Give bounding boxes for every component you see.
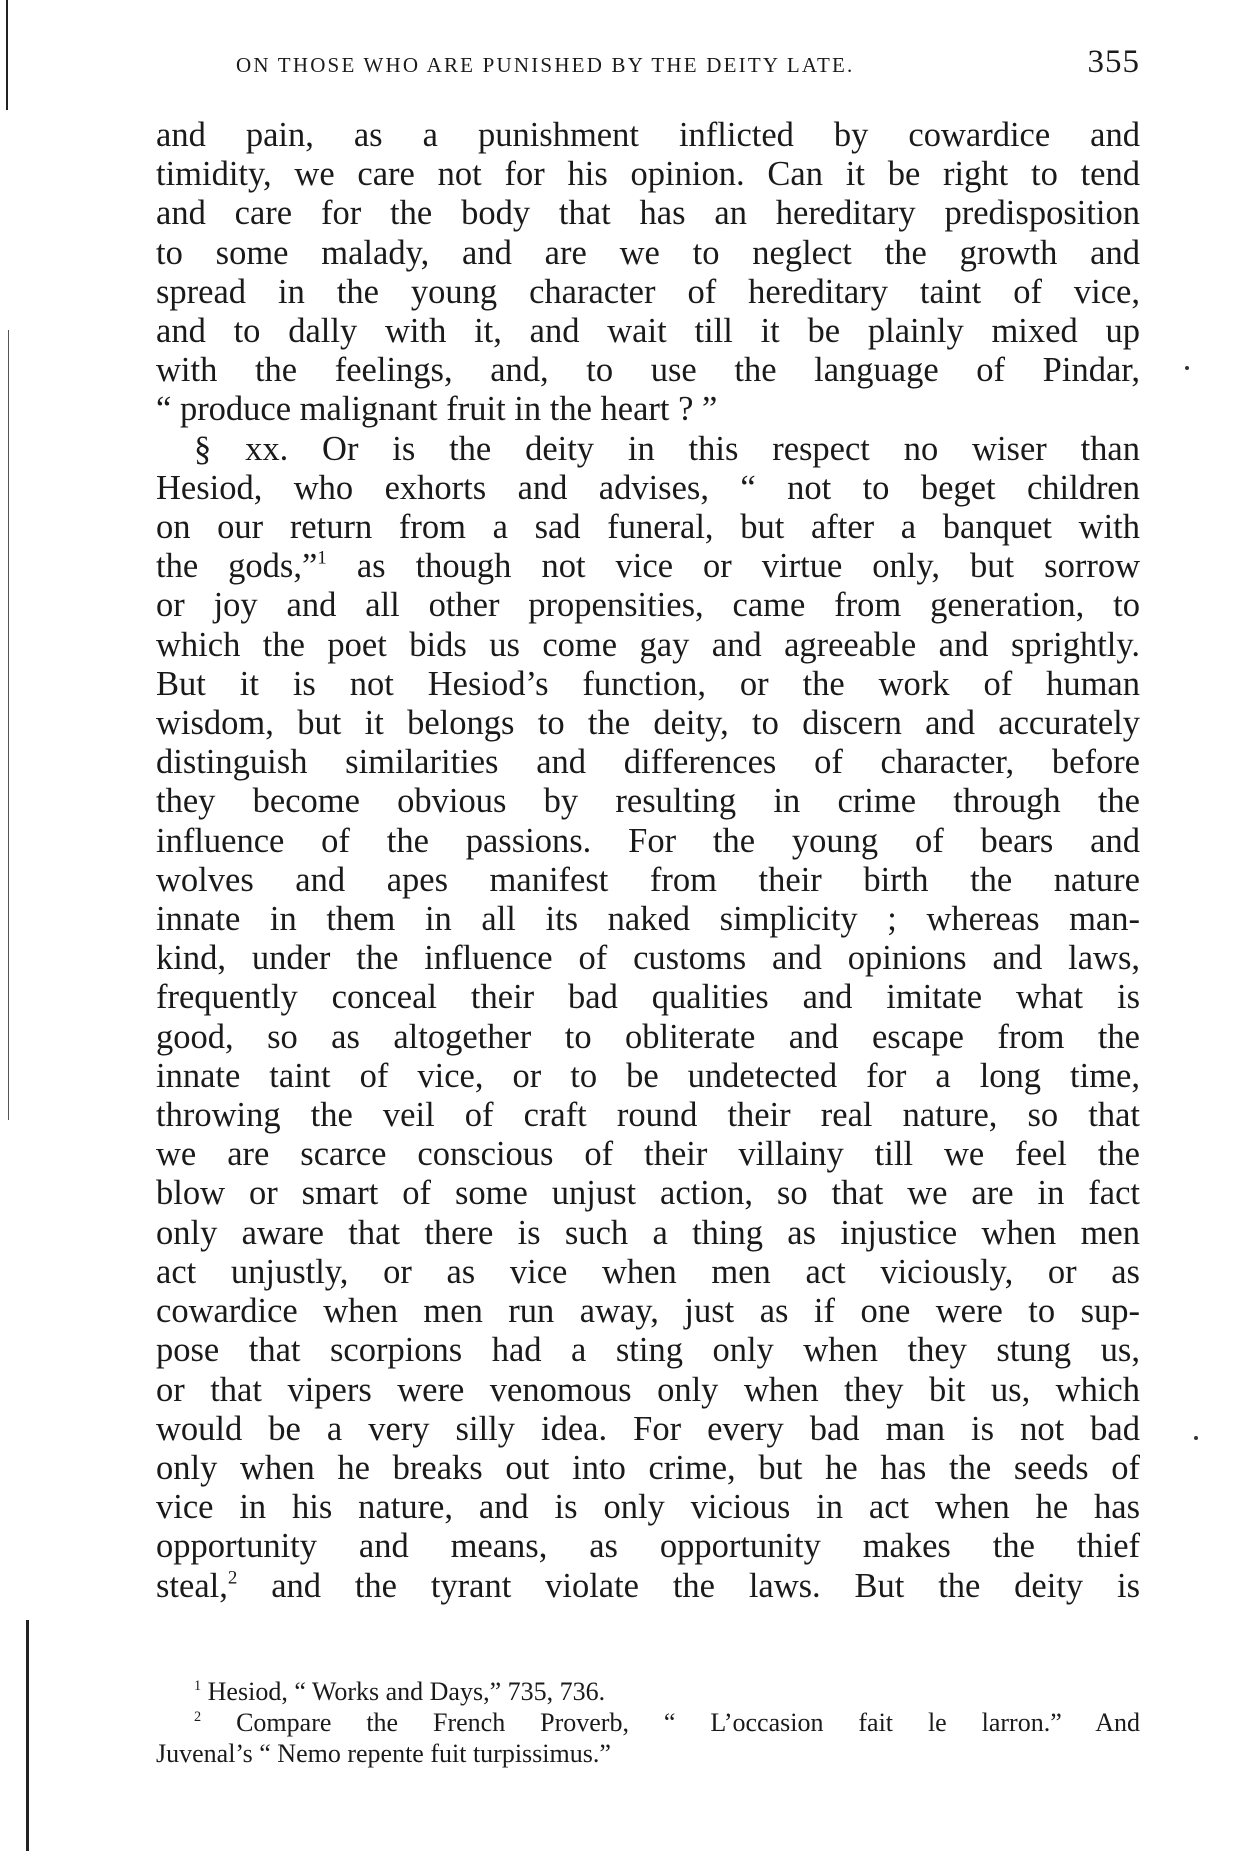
footnote-ref-1[interactable]: 1: [317, 547, 327, 569]
text-fragment: and the tyrant violate the laws. But the deity is: [271, 1566, 1140, 1605]
text-line: innate taint of vice, or to be undetected for a long time,: [156, 1056, 1140, 1095]
text-line: But it is not Hesiod’s function, or the work of human: [156, 664, 1140, 703]
running-title: ON THOSE WHO ARE PUNISHED BY THE DEITY LATE.: [236, 53, 855, 77]
text-line: timidity, we care not for his opinion. Can it be right to tend: [156, 155, 1140, 194]
text-fragment: as though not vice or virtue only, but sorrow: [356, 547, 1140, 586]
text-line: we are scarce conscious of their villainy till we feel the: [156, 1135, 1140, 1174]
scan-edge-mark: [26, 1620, 29, 1851]
text-line: good, so as altogether to obliterate and escape from the: [156, 1017, 1140, 1056]
text-line: they become obvious by resulting in crime through the: [156, 782, 1140, 821]
text-line: act unjustly, or as vice when men act viciously, or as: [156, 1252, 1140, 1291]
text-line-with-footnote: [156, 1567, 1140, 1606]
text-fragment: steal,: [156, 1566, 228, 1605]
footnote-text: Compare the French Proverb, “ L’occasion fait le larron.” And: [236, 1708, 1141, 1737]
text-line-with-footnote: [156, 547, 1140, 586]
text-line: kind, under the influence of customs and opinions and laws,: [156, 939, 1140, 978]
scan-edge-mark: [8, 330, 9, 1120]
text-line: wisdom, but it belongs to the deity, to discern and accurately: [156, 704, 1140, 743]
footnote-2-continued: Juvenal’s “ Nemo repente fuit turpissimus.”: [156, 1739, 611, 1768]
text-line: which the poet bids us come gay and agreeable and sprightly.: [156, 625, 1140, 664]
footnote-text: Hesiod, “ Works and Days,” 735, 736.: [207, 1677, 606, 1706]
scan-speck: [1185, 366, 1189, 370]
footnote-2: [156, 1707, 1140, 1738]
footnote-ref-2[interactable]: 2: [227, 1567, 238, 1589]
text-line: distinguish similarities and differences of character, before: [156, 743, 1140, 782]
page-number: 355: [1087, 44, 1140, 80]
text-line: pose that scorpions had a sting only when they stung us,: [156, 1331, 1140, 1370]
text-line: to some malady, and are we to neglect the growth and: [156, 233, 1140, 272]
text-line: on our return from a sad funeral, but after a banquet with: [156, 508, 1140, 547]
text-line: frequently conceal their bad qualities and imitate what is: [156, 978, 1140, 1017]
text-line: innate in them in all its naked simplicity ; whereas man-: [156, 900, 1140, 939]
text-line: or that vipers were venomous only when they bit us, which: [156, 1370, 1140, 1409]
running-header: [236, 44, 1140, 84]
text-line: opportunity and means, as opportunity makes the thief: [156, 1527, 1140, 1566]
text-line: wolves and apes manifest from their birth the nature: [156, 860, 1140, 899]
scan-speck: [1194, 1436, 1198, 1440]
text-line: only aware that there is such a thing as injustice when men: [156, 1213, 1140, 1252]
scan-edge-mark: [6, 0, 8, 110]
text-line: and care for the body that has an hereditary predisposition: [156, 194, 1140, 233]
text-line: and pain, as a punishment inflicted by cowardice and: [156, 116, 1140, 154]
text-line: Hesiod, who exhorts and advises, “ not to beget children: [156, 468, 1140, 507]
text-line: “ produce malignant fruit in the heart ? ”: [156, 390, 718, 429]
text-line: would be a very silly idea. For every bad man is not bad: [156, 1409, 1140, 1448]
text-line: with the feelings, and, to use the language of Pindar,: [156, 351, 1140, 390]
footnote-mark: 1: [194, 1678, 202, 1694]
text-line: vice in his nature, and is only vicious in act when he has: [156, 1488, 1140, 1527]
footnotes: [156, 1676, 1140, 1769]
text-fragment: the gods,”: [156, 547, 318, 586]
body-text: [156, 116, 1140, 1606]
text-line: throwing the veil of craft round their real nature, so that: [156, 1096, 1140, 1135]
text-line: blow or smart of some unjust action, so that we are in fact: [156, 1174, 1140, 1213]
text-line: influence of the passions. For the young of bears and: [156, 821, 1140, 860]
text-line: cowardice when men run away, just as if one were to sup-: [156, 1292, 1140, 1331]
text-line: or joy and all other propensities, came from generation, to: [156, 586, 1140, 625]
footnote-1: [156, 1676, 1140, 1707]
text-line: spread in the young character of hereditary taint of vice,: [156, 272, 1140, 311]
footnote-mark: 2: [194, 1709, 202, 1725]
text-line: only when he breaks out into crime, but he has the seeds of: [156, 1448, 1140, 1487]
text-line: and to dally with it, and wait till it be plainly mixed up: [156, 312, 1140, 351]
section-heading-line: § xx. Or is the deity in this respect no wiser than: [194, 429, 1140, 468]
